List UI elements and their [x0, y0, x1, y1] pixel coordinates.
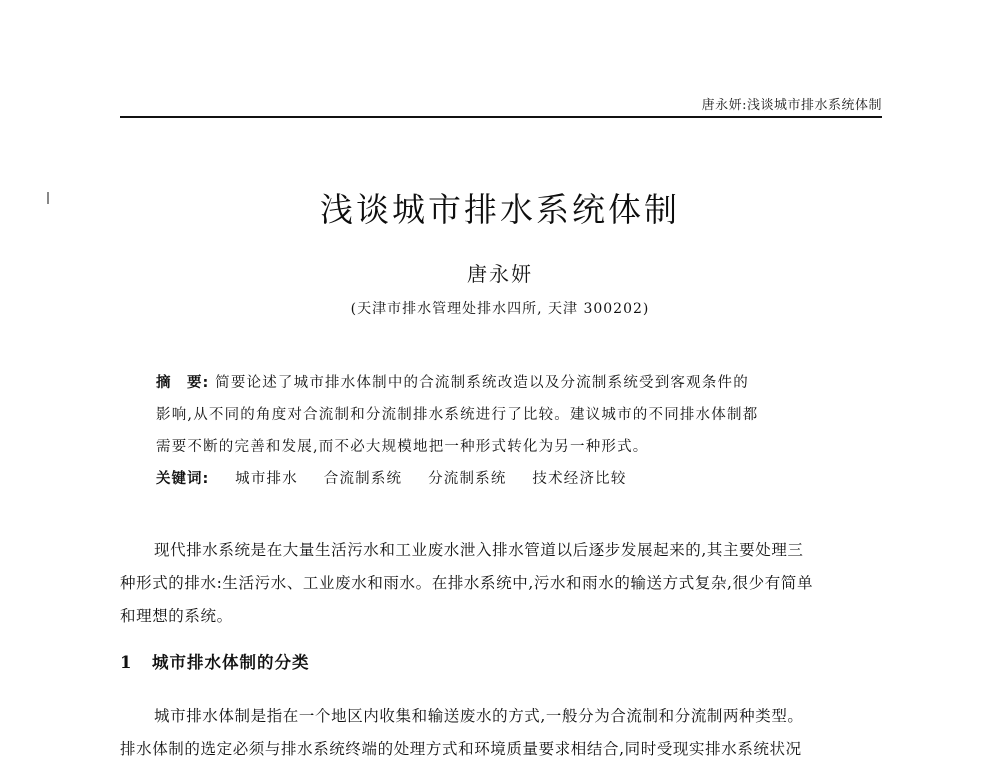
- paragraph-line: 排水体制的选定必须与排水系统终端的处理方式和环境质量要求相结合,同时受现实排水系统状况: [120, 740, 802, 758]
- author-name: 唐永妍: [467, 262, 533, 286]
- section-title: 城市排水体制的分类: [152, 653, 310, 672]
- abstract-line: [156, 367, 872, 399]
- author-affiliation: (天津市排水管理处排水四所, 天津 300202): [350, 301, 650, 317]
- intro-paragraph: [120, 534, 882, 633]
- abstract-label: 摘 要:: [156, 375, 210, 391]
- abstract: [156, 367, 872, 463]
- paragraph-line: 现代排水系统是在大量生活污水和工业废水泄入排水管道以后逐步发展起来的,其主要处理三: [154, 541, 804, 559]
- keywords: [156, 463, 872, 495]
- header-rule: [120, 116, 882, 118]
- section1-paragraph: [120, 700, 882, 766]
- paper-title: 浅谈城市排水系统体制: [320, 190, 680, 229]
- running-header: 唐永妍:浅谈城市排水系统体制: [701, 98, 882, 113]
- paragraph-line: 种形式的排水:生活污水、工业废水和雨水。在排水系统中,污水和雨水的输送方式复杂,很少有简单: [120, 574, 814, 592]
- abstract-line: 影响,从不同的角度对合流制和分流制排水系统进行了比较。建议城市的不同排水体制都: [156, 407, 759, 423]
- keywords-label: 关键词:: [156, 471, 210, 487]
- section-heading: [120, 649, 310, 673]
- paragraph-line: 城市排水体制是指在一个地区内收集和输送废水的方式,一般分为合流制和分流制两种类型。: [154, 707, 804, 725]
- keyword: 合流制系统: [323, 471, 403, 487]
- section-number: 1: [120, 653, 133, 672]
- keyword: 技术经济比较: [532, 471, 627, 487]
- abstract-text: 简要论述了城市排水体制中的合流制系统改造以及分流制系统受到客观条件的: [215, 375, 749, 391]
- abstract-line: 需要不断的完善和发展,而不必大规模地把一种形式转化为另一种形式。: [156, 439, 649, 455]
- paragraph-line: 和理想的系统。: [120, 607, 233, 625]
- keyword: 分流制系统: [428, 471, 507, 487]
- keyword: 城市排水: [235, 471, 298, 487]
